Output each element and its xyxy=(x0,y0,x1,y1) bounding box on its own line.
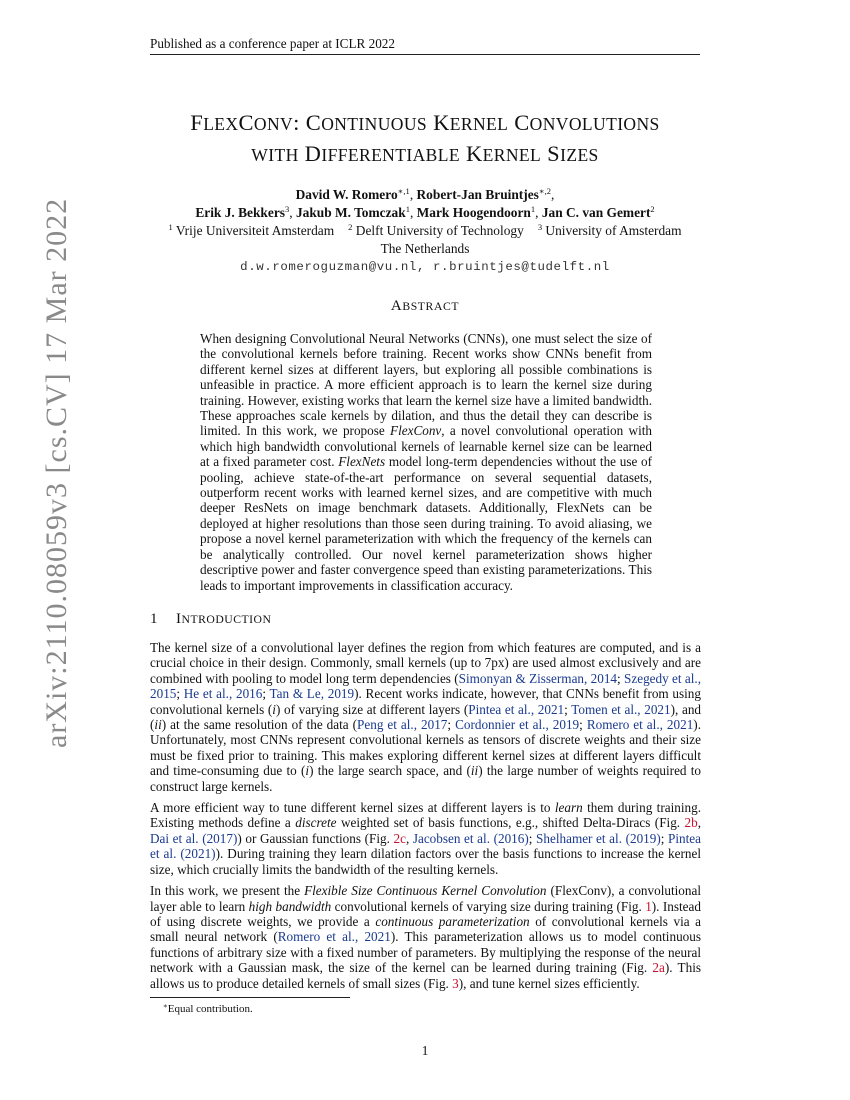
affiliations: $^1$ Vrije Universiteit Amsterdam $^2$ Delft University of Technology $^3$ University of Amsterdam xyxy=(168,222,682,238)
citation-link[interactable]: Pintea et al. (2021) xyxy=(150,830,702,862)
citation-link[interactable]: Pintea et al., 2021 xyxy=(468,701,565,717)
paragraph: A more efficient way to tune different kernel sizes at different layers is to learn them during training. Existing methods define a discrete weighted set of basis functions, e.g., shifted Delta-Diracs (Fig. 2b, Dai et al. (2017)) or Gaussian functions (Fig. 2c, Jacobsen et al. (2016); Shelhamer et al. (2019); Pintea et al. (2021)). During training they learn dilation factors over the basis functions to increase the kernel size, which crucially limits the bandwidth of the resulting kernels. xyxy=(150,800,702,877)
citation-link[interactable]: Szegedy et al., 2015 xyxy=(150,670,701,702)
author-name: Jakub M. Tomczak xyxy=(295,205,406,220)
citation-link[interactable]: Romero et al., 2021 xyxy=(586,717,694,733)
abstract-body: When designing Convolutional Neural Networks (CNNs), one must select the size of the convolutional kernels before training. Recent works show CNNs benefit from different kernel sizes at different layers, but exploring all possible combinations is unfeasible in practice. A more efficient approach is to learn the kernel size during training. However, existing works that learn the kernel size have a limited bandwidth. These approaches scale kernels by dilation, and thus the detail they can describe is limited. In this work, we propose FlexConv, a novel convolutional operation with which high bandwidth convolutional kernels of learnable kernel size can be learned at a fixed parameter cost. FlexNets model long-term dependencies without the use of pooling, achieve state-of-the-art performance on several sequential datasets, outperform recent works with learned kernel sizes, and are competitive with much deeper ResNets on image benchmark datasets. Additionally, FlexNets can be deployed at higher resolutions than those seen during training. To avoid aliasing, we propose a novel kernel parameterization with which the frequency of the kernels can be analytically controlled. Our novel kernel parameterization shows higher descriptive power and faster convergence speed than existing parameterizations. This leads to important improvements in classification accuracy. xyxy=(200,331,652,593)
citation-link[interactable]: Dai et al. (2017) xyxy=(150,830,238,846)
author-name: Robert-Jan Bruintjes xyxy=(416,187,539,202)
figure-ref-link[interactable]: 2c xyxy=(393,830,406,846)
affiliation-country: The Netherlands xyxy=(380,241,470,256)
figure-ref-link[interactable]: 3 xyxy=(452,975,459,991)
footnote: ∗Equal contribution. xyxy=(163,1002,253,1015)
author-name: David W. Romero xyxy=(295,187,398,202)
citation-link[interactable]: Shelhamer et al. (2019) xyxy=(536,830,661,846)
author-name: Mark Hoogendoorn xyxy=(416,205,531,220)
abstract-heading: ABSTRACT xyxy=(390,298,460,314)
figure-ref-link[interactable]: 2a xyxy=(652,960,665,976)
author-block xyxy=(100,186,750,276)
author-line-1: David W. Romero$^{∗,1}$, Robert-Jan Bruintjes$^{∗,2}$, xyxy=(295,186,555,202)
citation-link[interactable]: Romero et al., 2021 xyxy=(277,929,391,945)
paragraph: The kernel size of a convolutional layer defines the region from which features are computed, and is a crucial choice in their design. Commonly, small kernels (up to 7px) are used almost exclusively and are combined with pooling to model long term dependencies (Simonyan & Zisserman, 2014; Szegedy et al., 2015; He et al., 2016; Tan & Le, 2019). Recent works indicate, however, that CNNs benefit from using convolutional kernels (i) of varying size at different layers (Pintea et al., 2021; Tomen et al., 2021), and (ii) at the same resolution of the data (Peng et al., 2017; Cordonnier et al., 2019; Romero et al., 2021). Unfortunately, most CNNs represent convolutional kernels as tensors of discrete weights and their size must be fixed prior to training. This makes exploring different kernel sizes at different layers difficult and time-consuming due to (i) the large search space, and (ii) the large number of weights required to construct large kernels. xyxy=(150,640,702,794)
paper-title xyxy=(100,108,750,170)
citation-link[interactable]: Tomen et al., 2021 xyxy=(571,701,671,717)
author-name: Jan C. van Gemert xyxy=(541,205,651,220)
author-line-2: Erik J. Bekkers$^3$, Jakub M. Tomczak$^1$, Mark Hoogendoorn$^1$, Jan C. van Gemert$^2$ xyxy=(195,204,655,220)
author-emails: d.w.romeroguzman@vu.nl, r.bruintjes@tudelft.nl xyxy=(240,260,610,274)
figure-ref-link[interactable]: 1 xyxy=(645,898,652,914)
figure-ref-link[interactable]: 2b xyxy=(684,815,698,831)
title-line-1: FLEXCONV: CONTINUOUS KERNEL CONVOLUTIONS xyxy=(190,110,660,135)
arxiv-identifier-stamp[interactable]: arXiv:2110.08059v3 [cs.CV] 17 Mar 2022 xyxy=(40,197,73,748)
citation-link[interactable]: Cordonnier et al., 2019 xyxy=(455,717,580,733)
page-number: 1 xyxy=(421,1043,429,1058)
section-heading-introduction: 1 INTRODUCTION xyxy=(150,611,272,627)
footnote-divider xyxy=(150,997,350,998)
paragraph: In this work, we present the Flexible Size Continuous Kernel Convolution (FlexConv), a convolutional layer able to learn high bandwidth convolutional kernels of varying size during training (Fig. 1). Instead of using discrete weights, we provide a continuous parameterization of convolutional kernels via a small neural network (Romero et al., 2021). This parameterization allows us to model continuous functions of arbitrary size with a fixed number of parameters. By multiplying the response of the neural network with a Gaussian mask, the size of the kernel can be learned during training (Fig. 2a). This allows us to produce detailed kernels of small sizes (Fig. 3), and tune kernel sizes efficiently. xyxy=(150,883,701,991)
citation-link[interactable]: He et al., 2016 xyxy=(183,686,263,702)
citation-link[interactable]: Simonyan & Zisserman, 2014 xyxy=(458,670,618,686)
author-name: Erik J. Bekkers xyxy=(195,205,285,220)
citation-link[interactable]: Peng et al., 2017 xyxy=(357,717,448,733)
introduction-body xyxy=(150,640,701,997)
citation-link[interactable]: Tan & Le, 2019 xyxy=(269,686,355,702)
citation-link[interactable]: Jacobsen et al. (2016) xyxy=(412,830,529,846)
title-line-2: WITH DIFFERENTIABLE KERNEL SIZES xyxy=(251,141,599,166)
running-header: Published as a conference paper at ICLR 2022 xyxy=(150,36,700,55)
